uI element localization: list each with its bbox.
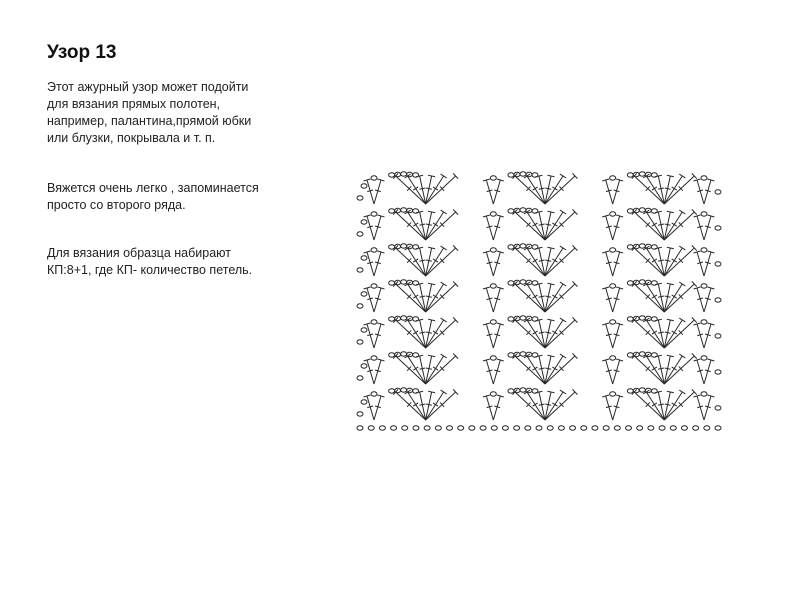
text-line: Вяжется очень легко , запоминается: [47, 181, 259, 195]
text-line: Для вязания образца набирают: [47, 246, 231, 260]
ease-paragraph: [47, 180, 317, 214]
description-paragraph: [47, 79, 317, 147]
text-line: для вязания прямых полотен,: [47, 97, 221, 111]
text-line: просто со второго ряда.: [47, 198, 186, 212]
cast-on-paragraph: [47, 245, 317, 279]
page-title: Узор 13: [47, 42, 117, 63]
text-line: Этот ажурный узор может подойти: [47, 80, 249, 94]
text-line: или блузки, покрывала и т. п.: [47, 131, 216, 145]
text-line: КП:8+1, где КП- количество петель.: [47, 263, 253, 277]
text-line: например, палантина,прямой юбки: [47, 114, 252, 128]
crochet-chart-image: [348, 150, 728, 440]
